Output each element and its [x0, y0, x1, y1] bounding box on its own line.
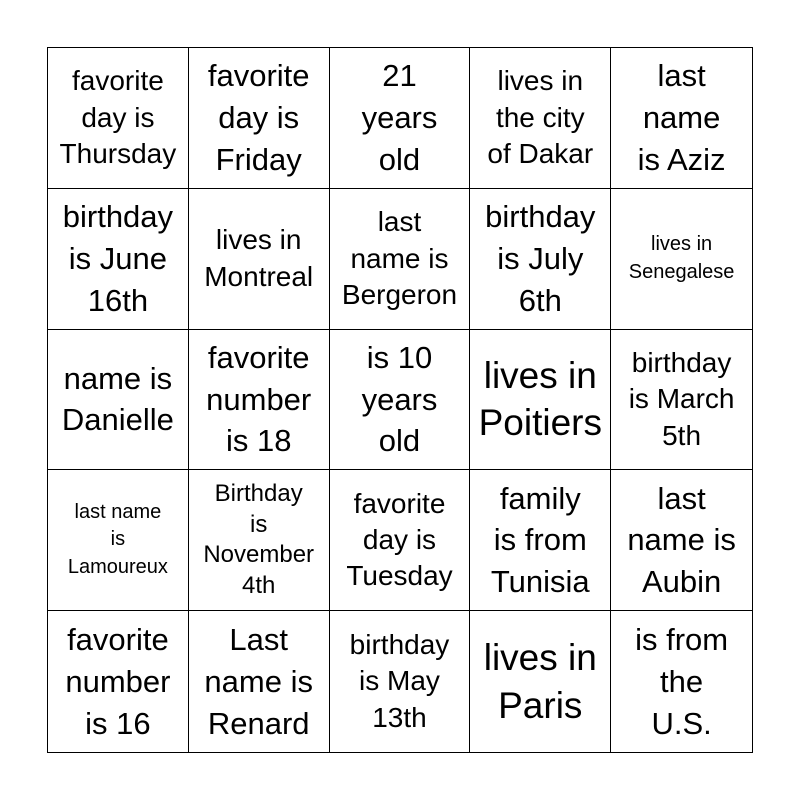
bingo-cell-text: lives in Senegalese — [628, 233, 735, 283]
bingo-cell-text: favorite day is Friday — [207, 58, 310, 177]
bingo-cell-text: birthday is March 5th — [628, 346, 735, 451]
bingo-cell-text: last name is Aziz — [637, 58, 726, 177]
bingo-cell-text: Last name is Renard — [204, 621, 313, 741]
bingo-cell[interactable] — [470, 48, 611, 189]
bingo-cell[interactable] — [470, 470, 611, 611]
bingo-cell[interactable] — [611, 611, 752, 752]
bingo-cell-text: is 10 years old — [361, 339, 438, 459]
bingo-cell[interactable] — [611, 48, 752, 189]
bingo-cell[interactable] — [48, 48, 189, 189]
bingo-cell-text: favorite day is Thursday — [59, 65, 177, 170]
bingo-cell-text: family is from Tunisia — [490, 480, 590, 600]
bingo-card — [47, 47, 753, 753]
bingo-cell-text: last name is Bergeron — [341, 206, 458, 310]
bingo-cell[interactable] — [330, 189, 471, 330]
bingo-cell[interactable] — [611, 470, 752, 611]
bingo-cell-text: is from the U.S. — [635, 621, 729, 741]
bingo-cell-text: lives in Montreal — [204, 224, 314, 292]
bingo-cell[interactable] — [189, 470, 330, 611]
bingo-cell-text: last name is Aubin — [627, 480, 736, 600]
bingo-cell[interactable] — [470, 611, 611, 752]
bingo-cell-text: favorite day is Tuesday — [346, 487, 453, 592]
bingo-cell-text: lives in Paris — [483, 637, 597, 726]
bingo-cell-text: name is Danielle — [61, 360, 174, 438]
bingo-cell[interactable] — [330, 470, 471, 611]
bingo-cell-text: 21 years old — [361, 58, 438, 177]
bingo-cell[interactable] — [330, 330, 471, 471]
bingo-cell-text: birthday is May 13th — [349, 629, 450, 733]
bingo-cell-text: last name is Lamoureux — [67, 500, 168, 579]
bingo-cell-text: favorite number is 18 — [206, 339, 312, 459]
bingo-cell[interactable] — [470, 330, 611, 471]
bingo-cell[interactable] — [330, 48, 471, 189]
bingo-cell-text: Birthday is November 4th — [203, 480, 315, 599]
bingo-cell[interactable] — [611, 330, 752, 471]
bingo-cell-text: lives in Poitiers — [478, 355, 602, 444]
bingo-cell[interactable] — [48, 189, 189, 330]
bingo-cell[interactable] — [48, 470, 189, 611]
bingo-cell[interactable] — [48, 611, 189, 752]
bingo-cell-text: favorite number is 16 — [65, 621, 171, 741]
bingo-cell[interactable] — [330, 611, 471, 752]
bingo-cell[interactable] — [48, 330, 189, 471]
bingo-cell-text: birthday is June 16th — [62, 198, 174, 318]
bingo-cell[interactable] — [189, 48, 330, 189]
bingo-cell-text: lives in the city of Dakar — [487, 65, 594, 170]
bingo-cell[interactable] — [611, 189, 752, 330]
bingo-cell[interactable] — [470, 189, 611, 330]
bingo-cell-text: birthday is July 6th — [485, 198, 596, 318]
bingo-cell[interactable] — [189, 611, 330, 752]
bingo-cell[interactable] — [189, 330, 330, 471]
bingo-cell[interactable] — [189, 189, 330, 330]
